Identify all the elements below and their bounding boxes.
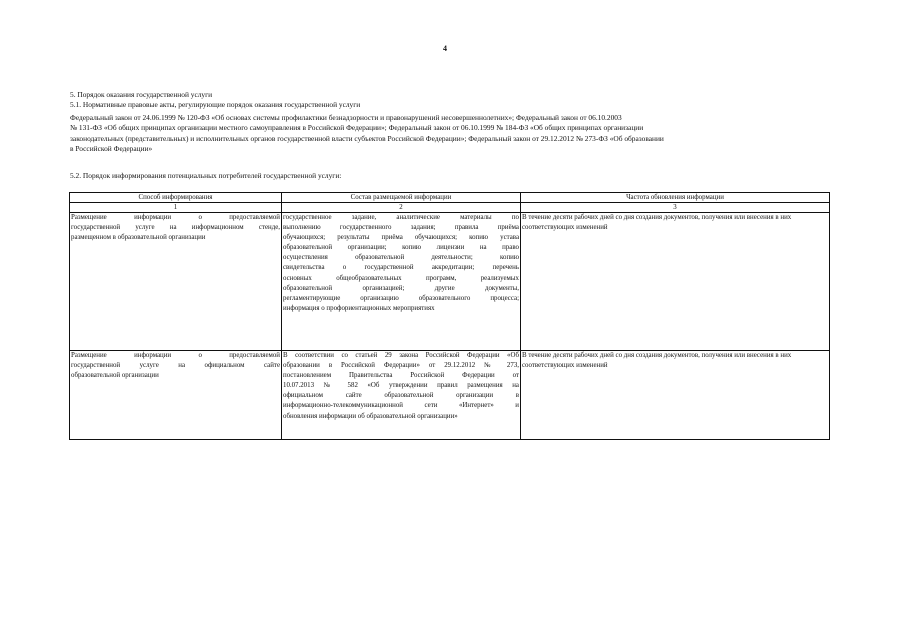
content-cell	[282, 213, 521, 351]
column-number: 1	[70, 203, 282, 213]
cell-line: В соответствии со статьей 29 закона Российской Федерации «Об	[283, 352, 519, 359]
cell-line: образовании в Российской Федерации» от 29.12.2012 № 273,	[283, 362, 519, 370]
cell-line: государственной услуге на информационном стенде,	[71, 224, 280, 232]
legal-acts-paragraph	[70, 113, 845, 155]
cell-line: 10.07.2013 № 582 «Об утверждении правил размещения на	[283, 382, 519, 390]
cell-line: образовательной организации	[71, 372, 159, 380]
table-header-row	[70, 193, 830, 203]
informing-table	[69, 192, 830, 440]
column-header-content: Состав размещаемой информации	[282, 193, 521, 203]
legal-acts-line: в Российской Федерации»	[70, 144, 153, 154]
cell-line: Размещение информации о предоставляемой	[71, 352, 280, 359]
method-cell	[70, 213, 282, 351]
column-number: 3	[521, 203, 830, 213]
cell-line: выполнению государственного задания; правила приёма	[283, 224, 519, 232]
frequency-cell: В течение десяти рабочих дней со дня создания документов, получения или внесения в них соответствующих изменений	[521, 351, 830, 440]
legal-acts-line: Федеральный закон от 24.06.1999 № 120-ФЗ «Об основах системы профилактики безнадзорности и правонарушений несовершеннолетних»; Федеральный закон от 06.10.2003	[70, 113, 622, 122]
table-row	[70, 351, 830, 440]
cell-line: постановлением Правительства Российской Федерации от	[283, 372, 519, 380]
cell-line: информация о профориентационных мероприятиях	[283, 304, 435, 312]
legal-acts-line: № 131-ФЗ «Об общих принципах организации местного самоуправления в Российской Федерации»; Федеральный закон от 06.10.1999 № 184-ФЗ «Об общих принципах организации	[70, 123, 644, 133]
informing-procedure-heading: 5.2. Порядок информирования потенциальных потребителей государственной услуги:	[70, 171, 342, 180]
table-row	[70, 213, 830, 351]
frequency-cell: В течение десяти рабочих дней со дня создания документов, получения или внесения в них соответствующих изменений	[521, 213, 830, 351]
method-cell	[70, 351, 282, 440]
column-number-row	[70, 203, 830, 213]
cell-line: размещенном в образовательной организации	[71, 234, 206, 242]
cell-line: государственной услуге на официальном сайте	[71, 362, 280, 370]
column-header-frequency: Частота обновления информации	[521, 193, 830, 203]
cell-line: осуществления образовательной деятельности; копию	[283, 254, 519, 262]
cell-line: государственное задание, аналитические материалы по	[283, 214, 519, 221]
cell-line: образовательной организацией; другие документы,	[283, 284, 519, 292]
cell-line: обновления информации об образовательной организации»	[283, 412, 458, 420]
cell-line: обучающихся; результаты приёма обучающихся; копию устава	[283, 234, 519, 242]
section-subheading: 5.1. Нормативные правовые акты, регулирующие порядок оказания государственной услуги	[70, 100, 361, 109]
cell-line: информационно-телекоммуникационной сети «Интернет» и	[283, 402, 519, 410]
page-number: 4	[443, 44, 447, 53]
cell-line: регламентирующие организацию образовательного процесса;	[283, 294, 519, 302]
cell-line: свидетельства о государственной аккредитации; перечень	[283, 264, 519, 272]
section-heading: 5. Порядок оказания государственной услуги	[70, 90, 213, 99]
cell-line: основных общеобразовательных программ, реализуемых	[283, 274, 519, 282]
cell-line: образовательной организации; копию лицензии на право	[283, 244, 519, 252]
cell-line: официальном сайте образовательной организации в	[283, 392, 519, 400]
content-cell	[282, 351, 521, 440]
column-number: 2	[282, 203, 521, 213]
legal-acts-line: законодательных (представительных) и исполнительных органов государственной власти субъектов Российской Федерации»; Федеральный закон от 29.12.2012 № 273-ФЗ «Об образовании	[70, 133, 664, 143]
column-header-method: Способ информирования	[70, 193, 282, 203]
cell-line: Размещение информации о предоставляемой	[71, 214, 280, 221]
